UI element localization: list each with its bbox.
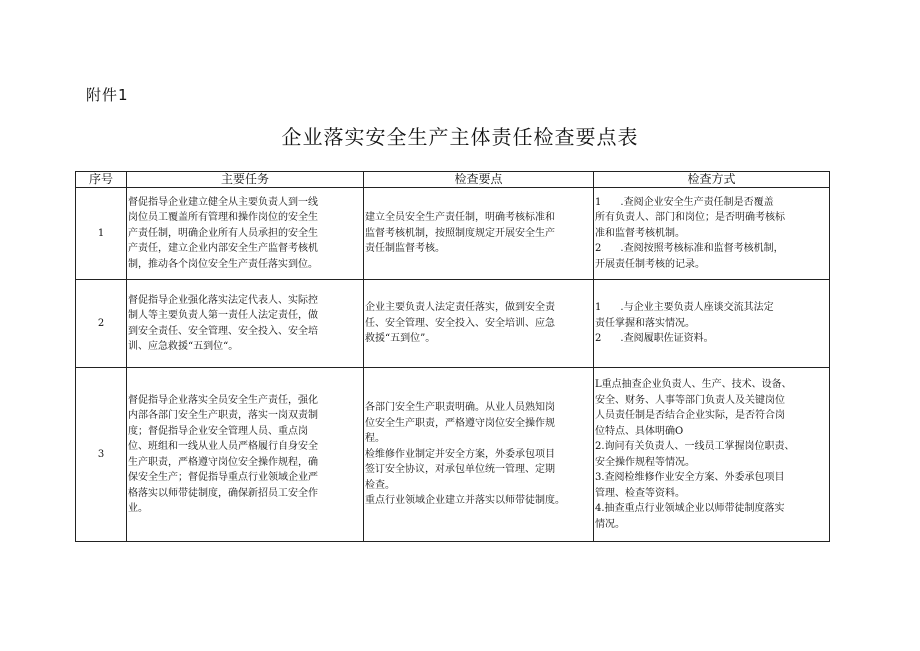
row-index: 3: [76, 368, 127, 542]
header-task: 主要任务: [127, 172, 364, 188]
document-title: 企业落实安全生产主体责任检查要点表: [281, 125, 639, 149]
row-points: 建立全员安全生产责任制，明确考核标准和 监督考核机制，按照制度规定开展安全生产 责任制监督考核。: [364, 188, 594, 280]
row-task: 督促指导企业强化落实法定代表人、实际控 制人等主要负责人第一责任人法定责任，做 到安全责任、安全管理、安全投入、安全培 训、应急救援“五到位“。: [127, 280, 364, 368]
attachment-label: 附件1: [86, 86, 129, 104]
row-method: 1 .查阅企业安全生产责任制是否覆盖 所有负责人、部门和岗位；是否明确考核标 准和监督考核机制。 2 .查阅按照考核标准和监督考核机制， 开展责任制考核的记录。: [594, 188, 830, 280]
row-method: L重点抽查企业负责人、生产、技术、设备、 安全、财务、人事等部门负责人及关键岗位 人员责任制是否结合企业实际，是否符合岗 位特点、具体明确O 2.询问有关负责人、一线员工掌握岗位职责、 安全操作规程等情况。 3.查阅检维修作业安全方案、外委承包项目 管理、检查等资料。 4.抽查重点行业领域企业以师带徒制度落实 情况。: [594, 368, 830, 542]
row-index: 2: [76, 280, 127, 368]
table-row: [76, 188, 830, 280]
row-index: 1: [76, 188, 127, 280]
row-task: 督促指导企业建立健全从主要负责人到一线 岗位员工覆盖所有管理和操作岗位的安全生 产责任制，明确企业所有人员承担的安全生 产责任，建立企业内部安全生产监督考核机 制，推动各个岗位安全生产责任落实到位。: [127, 188, 364, 280]
header-points: 检查要点: [364, 172, 594, 188]
table-row: [76, 280, 830, 368]
table-header-row: [76, 172, 830, 188]
row-task: 督促指导企业落实全员安全生产责任，强化 内部各部门安全生产职责，落实一岗双责制 度；督促指导企业安全管理人员、重点岗 位、班组和一线从业人员严格履行自身安全 生产职责，严格遵守岗位安全操作规程，确 保安全生产；督促指导重点行业领域企业严 格落实以师带徒制度，确保新招员工安全作 业。: [127, 368, 364, 542]
row-points: 各部门安全生产职责明确。从业人员熟知岗 位安全生产职责，严格遵守岗位安全操作规 程。 检维修作业制定并安全方案，外委承包项目 签订安全协议，对承包单位统一管理、定期 检查。 重点行业领域企业建立并落实以师带徒制度。: [364, 368, 594, 542]
row-method: 1 .与企业主要负责人座谈交流其法定 责任掌握和落实情况。 2 .查阅履职佐证资料。: [594, 280, 830, 368]
inspection-table: [75, 171, 830, 542]
row-points: 企业主要负责人法定责任落实，做到安全责 任、安全管理、安全投入、安全培训、应急 救援“五到位”。: [364, 280, 594, 368]
header-method: 检查方式: [594, 172, 830, 188]
table-row: [76, 368, 830, 542]
header-index: 序号: [76, 172, 127, 188]
